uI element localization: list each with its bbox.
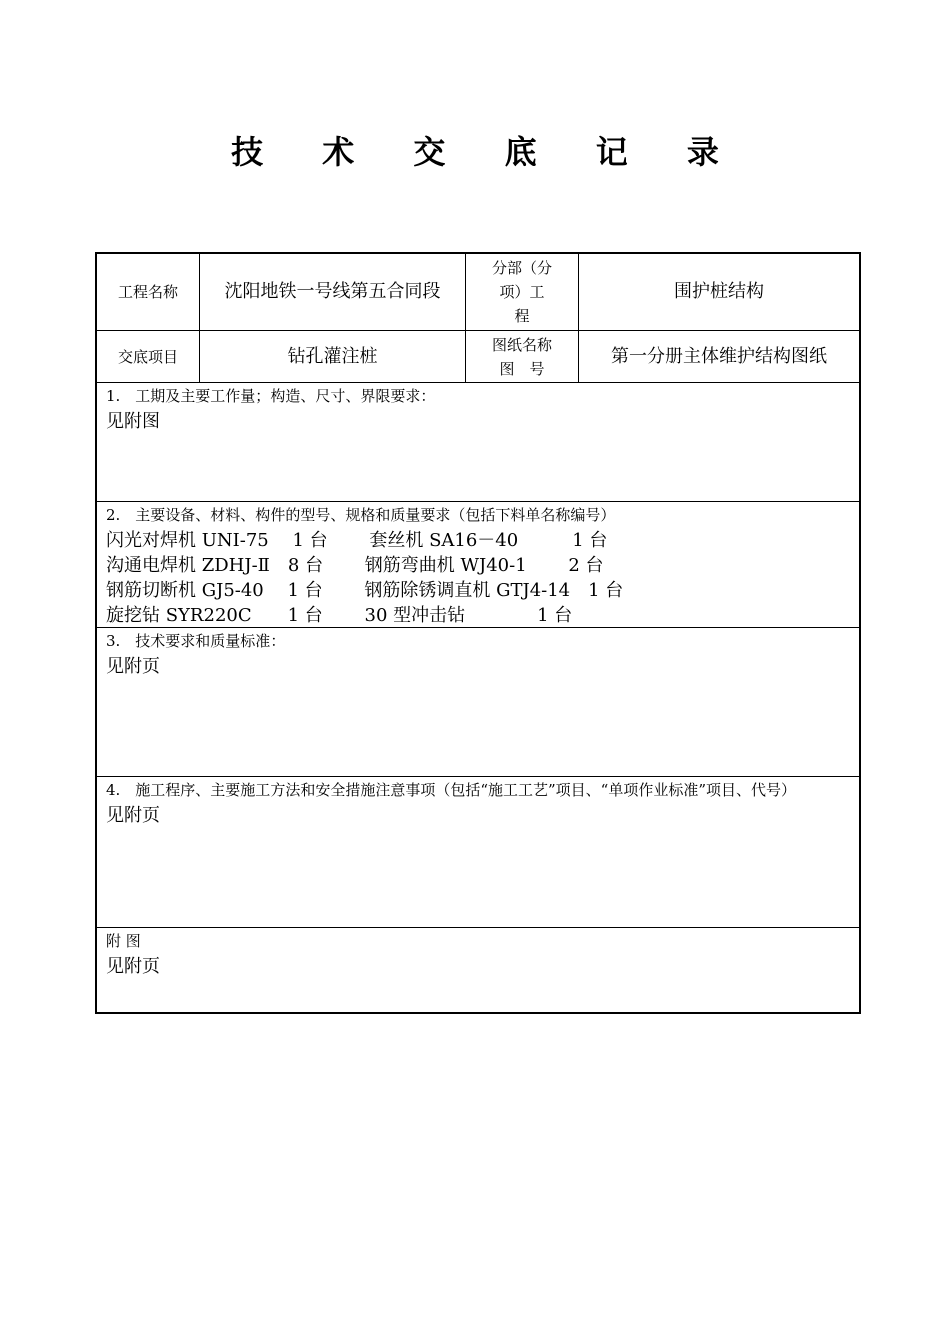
section-body: 见附页 <box>106 656 160 677</box>
row-divider <box>97 927 859 928</box>
section-scope <box>106 384 850 434</box>
subproject-label-line: 程 <box>514 307 530 325</box>
section-body: 见附页 <box>106 805 160 826</box>
section-equipment <box>106 503 850 628</box>
handover-form-table <box>95 252 861 1014</box>
handover-item-value: 钻孔灌注桩 <box>287 345 378 367</box>
row-divider <box>97 776 859 777</box>
document-title: 技 术 交 底 记 录 <box>231 133 743 171</box>
subproject-label-line: 分部（分 <box>491 259 552 277</box>
equipment-line: 旋挖钻 SYR220C 1 台 30 型冲击钻 1 台 <box>106 605 573 626</box>
section-heading: 1. 工期及主要工作量；构造、尺寸、界限要求： <box>106 387 436 405</box>
drawing-value: 第一分册主体维护结构图纸 <box>611 345 827 367</box>
section-heading: 3. 技术要求和质量标准： <box>106 632 286 650</box>
subproject-value: 围护桩结构 <box>674 281 764 302</box>
drawing-label-line: 图纸名称 <box>491 335 552 354</box>
subproject-label-line: 项）工 <box>499 283 545 301</box>
section-construction-procedure <box>106 778 850 828</box>
project-name-value: 沈阳地铁一号线第五合同段 <box>224 281 441 302</box>
subproject-label <box>466 254 578 330</box>
section-attached-drawings <box>106 929 850 979</box>
section-quality-standards <box>106 629 850 679</box>
drawing-label-line: 图 号 <box>499 359 545 378</box>
section-heading: 附 图 <box>106 932 141 950</box>
handover-item-label: 交底项目 <box>117 347 178 366</box>
drawing-label <box>466 331 578 382</box>
section-body: 见附页 <box>106 956 160 977</box>
row-divider <box>97 382 859 383</box>
project-name-label: 工程名称 <box>117 283 178 301</box>
section-body: 见附图 <box>106 411 160 432</box>
equipment-line: 闪光对焊机 UNI-75 1 台 套丝机 SA16－40 1 台 <box>106 530 608 551</box>
row-divider <box>97 501 859 502</box>
section-heading: 4. 施工程序、主要施工方法和安全措施注意事项（包括“施工工艺”项目、“单项作业标准”项目、代号） <box>106 781 796 799</box>
equipment-line: 钢筋切断机 GJ5-40 1 台 钢筋除锈调直机 GTJ4-14 1 台 <box>106 580 624 601</box>
equipment-line: 沟通电焊机 ZDHJ-Ⅱ 8 台 钢筋弯曲机 WJ40-1 2 台 <box>106 555 604 576</box>
section-heading: 2. 主要设备、材料、构件的型号、规格和质量要求（包括下料单名称编号） <box>106 506 616 524</box>
